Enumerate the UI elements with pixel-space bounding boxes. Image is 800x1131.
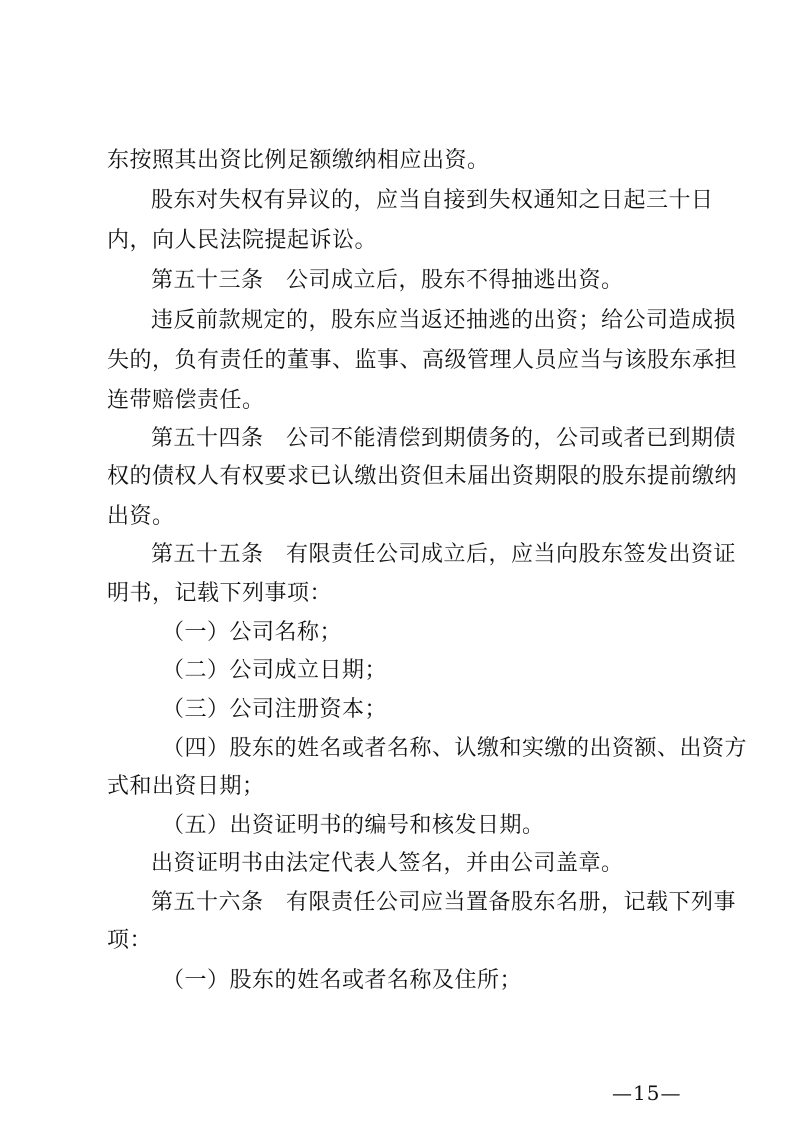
article-heading-53: 第五十三条 公司成立后，股东不得抽逃出资。 <box>151 268 624 293</box>
article-heading-56: 第五十六条 有限责任公司应当置备股东名册，记载下列事 <box>151 890 737 915</box>
page-number: —15— <box>612 1081 682 1105</box>
article-heading-55: 第五十五条 有限责任公司成立后，应当向股东签发出资证 <box>151 542 737 567</box>
body-line: 出资。 <box>107 504 175 529</box>
body-line: 连带赔偿责任。 <box>107 388 265 413</box>
list-item: （一）股东的姓名或者名称及住所； <box>162 968 523 993</box>
body-line: 明书，记载下列事项： <box>107 581 333 606</box>
list-item: （四）股东的姓名或者名称、认缴和实缴的出资额、出资方 <box>162 736 748 761</box>
body-line: 内，向人民法院提起诉讼。 <box>107 228 378 253</box>
body-line: 违反前款规定的，股东应当返还抽逃的出资；给公司造成损 <box>151 308 737 333</box>
body-line: 式和出资日期； <box>107 774 265 799</box>
body-line: 失的，负有责任的董事、监事、高级管理人员应当与该股东承担 <box>107 348 738 373</box>
body-line: 出资证明书由法定代表人签名，并由公司盖章。 <box>151 851 624 876</box>
body-line: 项： <box>107 928 153 953</box>
list-item: （二）公司成立日期； <box>162 658 388 683</box>
list-item: （一）公司名称； <box>162 620 343 645</box>
body-line: 权的债权人有权要求已认缴出资但未届出资期限的股东提前缴纳 <box>107 464 738 489</box>
list-item: （五）出资证明书的编号和核发日期。 <box>162 813 545 838</box>
body-line: 股东对失权有异议的，应当自接到失权通知之日起三十日 <box>151 188 714 213</box>
body-line: 东按照其出资比例足额缴纳相应出资。 <box>107 148 490 173</box>
article-heading-54: 第五十四条 公司不能清偿到期债务的，公司或者已到期债 <box>151 426 737 451</box>
list-item: （三）公司注册资本； <box>162 697 388 722</box>
